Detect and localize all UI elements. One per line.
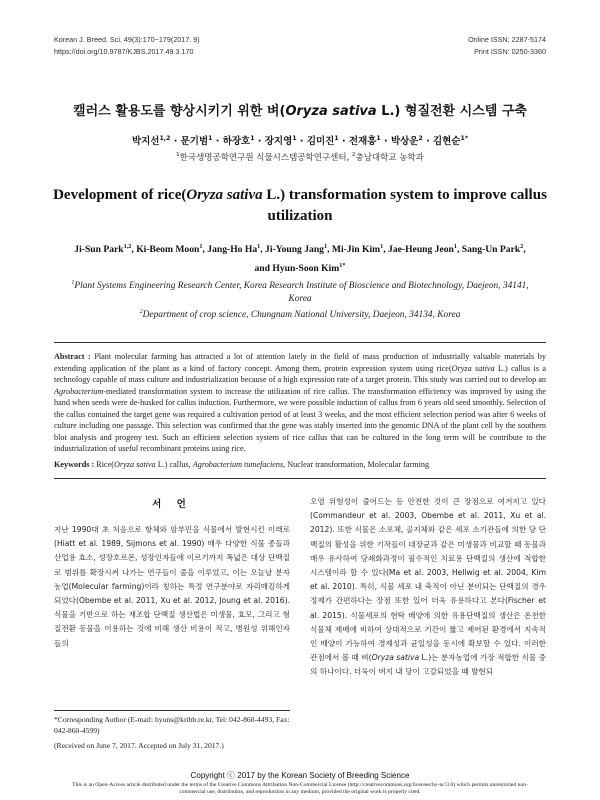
author-en: Ji-Sun Park: [74, 244, 124, 255]
intro-right-text: L.)는 분자농업에 가장 적합한 식물 중의 하나이다. 더욱이 벼지 내 당이 고갈되었을 때 발현되: [310, 653, 546, 677]
abstract-part: Plant molecular farming has attracted a lot of attention lately in the field of mass production of industrially valuable materials by extending application of the plant as a kind of factory concept. Among them, protein expression system using rice(: [54, 352, 546, 373]
intro-left-column: [54, 523, 290, 651]
author-sep: ·: [170, 136, 181, 147]
journal-header-right: [468, 34, 546, 58]
abstract-italic: Oryza sativa: [451, 363, 495, 373]
english-title-italic: Oryza sativa: [186, 187, 263, 203]
author-sep: ·: [296, 136, 307, 147]
author-sep: ·: [338, 136, 349, 147]
corresponding-author-footnote: *Corresponding Author (E-mail: hyuns@kribb.re.kr, Tel: 042-860-4493, Fax: 042-860-4599): [54, 715, 290, 735]
affil-sup: 1: [176, 152, 180, 159]
journal-citation: Korean J. Breed. Sci. 49(3):170~179(2017. 9): [54, 35, 200, 44]
intro-right-column: [310, 495, 546, 680]
intro-right-italic: Oryza sativa: [371, 653, 420, 663]
abstract-part: -mediated transformation system to increase the utilization of rice callus. The transformation efficiency was improved by using the hand when seeds were de-husked for callus induction. Furthermore, we were possible induction of callus from 6 years old seed smoothly. Selection of the callus contained the target gene was required a cultivation period of at least 3 weeks, and the most efficient selection period was after 6 weeks of culture including one passage. This selection was confirmed that the gene was stably inserted into the genomic DNA of the plant cell by the southern blot analysis and progeny test. Such an efficient selection system of rice callus that can be cultured in the long term will be contribute to the industrialization of useful recombinant proteins using rice.: [54, 386, 546, 453]
keyword-part: L.) callus,: [155, 460, 193, 469]
author-kr: 김미진: [306, 136, 335, 147]
received-dates: (Received on June 7, 2017. Accepted on July 31, 2017.): [54, 741, 224, 750]
journal-header-left: [54, 34, 200, 58]
author-sup: 1: [376, 134, 381, 142]
online-issn: Online ISSN: 2287-5174: [468, 35, 546, 44]
affil-sup: 2: [139, 308, 143, 315]
abstract: [54, 351, 546, 455]
author-sup: 2: [520, 242, 524, 250]
english-authors-line1: Ji-Sun Park$^{1,2}$, Ki-Beom Moon$^1$, Jang-Ho Ha$^1$, Ji-Young Jang$^1$, Mi-Jin Kim$^1$, Jae-Heung Jeon$^1$, Sang-Un Park$^2$,: [74, 242, 526, 255]
intro-heading: 서 언: [152, 499, 192, 510]
author-kr: 박상운: [390, 136, 419, 147]
author-kr: 장지영: [264, 136, 293, 147]
keyword-part: Rice(: [96, 460, 115, 469]
intro-right-text: 오염 위험성이 줄어드는 등 안전한 것이 큰 장점으로 여겨지고 있다(Commandeur et al. 2003, Obembe et al. 2011, Xu et al. 2012). 또한 식물은 소포체, 골지체와 같은 세포 소기관들에 의한 당 단백질의 활성을 위한 기작들이 대장균과 같은 미생물과 비교할 때 동물과 매우 유사하여 당쇄화과정이 필수적인 치료용 단백질의 생산에 적합한 시스템이라 할 수 있다(Ma et al. 2003, Hellwig et al. 2004, Kim et al. 2010). 특히, 식물 세포 내 축적이 아닌 분비되는 단백질의 경우 정제가 간편하다는 장점 또한 있어 더욱 유용하다고 본다(Fischer et al. 2015). 식물세포의 현탁 배양에 의한 유용단백질의 생산은 온전한 식물체 재배에 비하여 상대적으로 기간이 짧고 제어된 환경에서 지속적인 배양이 가능하여 경제성과 균일성을 동시에 확보할 수 있다. 이러한 관점에서 볼 때 벼(: [310, 497, 546, 663]
author-en: Jae-Heung Jeon: [388, 244, 454, 255]
keyword-italic: Oryza sativa: [114, 460, 156, 469]
author-kr: 문기범: [180, 136, 209, 147]
intro-left-text: 지난 1990대 초 처음으로 항체와 암부민을 식물에서 발현시킨 이래로(Hiatt et al. 1989, Sijmons et al. 1990) 매우 다양한 식물 종들과 산업용 효소, 성장호르몬, 성장인자들에 이르기까지 폭넓은 대상 단백질로 범위를 확장시켜 나가는 연구들이 줄을 이루었고, 이는 오늘날 분자농업(Molecular farming)이라 칭하는 특정 연구분야로 자리매김하게 되었다(Obembe et al. 2011, Xu et al. 2012, Joung et al. 2016). 식물을 기반으로 하는 재조합 단백질 생산법은 미생물, 효모, 그리고 형질전환 동물을 이용하는 것에 비해 생산 비용이 적고, 병원성 위해인자들의: [54, 525, 290, 648]
author-kr: 박지선: [131, 136, 160, 147]
author-kr: 하장호: [222, 136, 251, 147]
author-en: Hyun-Soon Kim: [272, 263, 340, 274]
korean-title-pre: 캘러스 활용도를 향상시키기 위한 벼(: [73, 104, 286, 119]
abstract-label: Abstract :: [54, 352, 95, 361]
author-sup: 1: [323, 242, 328, 250]
author-en: Ji-Young Jang: [265, 244, 324, 255]
author-sup: 1,2: [159, 134, 171, 142]
affil-en-1-text: Plant Systems Engineering Research Center, Korea Research Institute of Bioscience and Biotechnology, Daejeon, 34141, Korea: [74, 281, 529, 304]
abstract-italic: Agrobacterium: [54, 386, 104, 396]
author-kr: 전재흥: [348, 136, 377, 147]
author-sup: 1*: [460, 134, 469, 142]
author-and: and: [254, 263, 273, 274]
english-affiliations: [60, 280, 540, 325]
korean-title: [40, 100, 560, 119]
author-sup: 1: [208, 134, 213, 142]
abstract-part: L.) callus is a technology capable of mass culture and industrialization because of a high expression rate of a target protein. This study was carried out to develop an: [54, 363, 547, 384]
author-sep: ·: [380, 136, 391, 147]
author-sep: ·: [212, 136, 223, 147]
english-title-post: L.) transformation system to improve callus utilization: [262, 187, 547, 224]
author-sup: 1: [250, 134, 255, 142]
affil-sup: 2: [351, 152, 356, 159]
keywords: [54, 460, 546, 469]
keywords-label: Keywords :: [54, 460, 97, 469]
keyword-part: , Nuclear transformation, Molecular farming: [283, 460, 430, 469]
korean-title-post: L.) 형질전환 시스템 구축: [376, 104, 527, 119]
author-sep: ·: [254, 136, 265, 147]
footnote-rule: [54, 710, 290, 711]
author-en: Ki-Beom Moon: [136, 244, 200, 255]
affil-en-2: [60, 309, 540, 322]
keywords-bottom-rule: [54, 478, 546, 479]
affil-en-2-text: Department of crop science, Chungnam National University, Daejeon, 34134, Korea: [142, 310, 461, 320]
author-sup: 1: [257, 242, 261, 250]
affil-kr-2: 충남대학교 농학과: [355, 153, 424, 163]
license-notice: This is an Open-Access article distributed under the terms of the Creative Commons Attribution Non-Commercial License (http://creativecommons.org/licenses/by-nc/3.0) which permits unrestricted non-commercial use, distribution, and reproduction in any medium, provided the original work is properly cited.: [72, 782, 528, 795]
affil-sup: 1: [71, 279, 75, 286]
author-sup: 1: [199, 242, 203, 250]
doi-link[interactable]: https://doi.org/10.9787/KJBS.2017.49.3.170: [54, 47, 194, 56]
author-sup: 1: [334, 134, 339, 142]
author-en: Sang-Un Park: [461, 244, 521, 255]
author-sup: 1: [292, 134, 297, 142]
english-title-pre: Development of rice(: [53, 187, 187, 203]
affil-kr-1: 한국생명공학연구원 식물시스템공학연구센터,: [179, 153, 352, 163]
print-issn: Print ISSN: 0250-3360: [474, 47, 546, 56]
author-sup: 1: [453, 242, 457, 250]
english-authors-line2: [50, 259, 550, 278]
korean-title-italic: Oryza sativa: [285, 104, 377, 119]
english-authors: [50, 240, 550, 278]
author-en: Mi-Jin Kim: [331, 244, 381, 255]
author-en: Jang-Ho Ha: [207, 244, 258, 255]
english-title: [50, 185, 550, 227]
korean-affiliations: [40, 151, 560, 163]
author-sep: ·: [422, 136, 433, 147]
affil-en-1: [60, 280, 540, 306]
keyword-italic: Agrobacterium tumefaciens: [192, 460, 284, 469]
korean-authors: [40, 133, 560, 147]
author-sup: 1,2: [123, 242, 132, 250]
author-sup: 1*: [339, 261, 346, 269]
author-sup: 1: [380, 242, 384, 250]
copyright-notice: Copyright ⓒ 2017 by the Korean Society of Breeding Science: [190, 771, 410, 780]
abstract-top-rule: [54, 342, 546, 343]
author-kr: 김현순: [433, 136, 461, 147]
author-sup: 2: [418, 134, 423, 142]
